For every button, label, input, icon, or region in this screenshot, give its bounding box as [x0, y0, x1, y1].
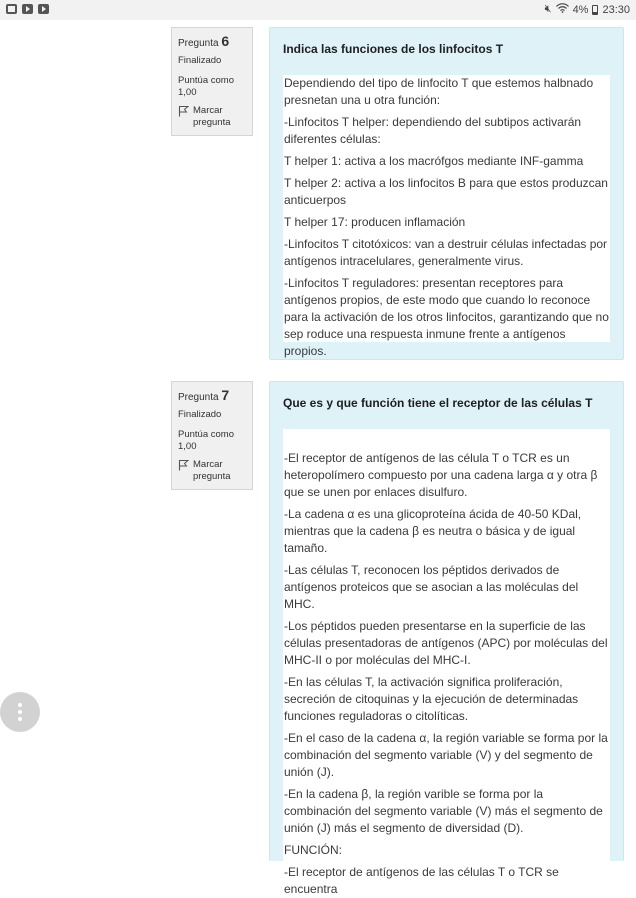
question-number: Pregunta 6 — [178, 33, 230, 49]
more-vertical-icon — [18, 703, 22, 707]
answer-paragraph: -El receptor de antígenos de las células T o TCR se encuentra — [284, 865, 559, 896]
answer-paragraph: T helper 2: activa a los linfocitos B para que estos produzcan anticuerpos — [284, 176, 608, 207]
answer-text — [283, 75, 610, 358]
question-info-7 — [171, 381, 253, 490]
answer-text — [283, 429, 610, 896]
question-score: Puntúa como 1,00 — [178, 429, 234, 452]
gallery-icon — [6, 4, 17, 14]
answer-paragraph: Dependiendo del tipo de linfocito T que estemos halbnado presnetan una u otra función: — [284, 76, 594, 107]
flag-icon — [178, 459, 189, 471]
status-bar — [0, 0, 636, 20]
flag-question-link[interactable] — [178, 105, 246, 129]
more-menu-button[interactable] — [0, 692, 40, 732]
question-state: Finalizado — [178, 55, 222, 66]
youtube-icon — [38, 4, 49, 14]
question-info-6 — [171, 27, 253, 136]
answer-paragraph: -En el caso de la cadena α, la región variable se forma por la combinación del segmento variable (V) y del segmento de unión (J). — [284, 731, 608, 779]
answer-paragraph: FUNCIÓN: — [284, 843, 342, 857]
answer-paragraph: -La cadena α es una glicoproteína ácida de 40-50 KDal, mientras que la cadena β es neutra o básica y de igual tamaño. — [284, 507, 582, 555]
mute-icon: 🔇︎ — [544, 3, 552, 15]
answer-paragraph: T helper 1: activa a los macrófgos mediante INF-gamma — [284, 154, 584, 168]
answer-paragraph: -Las células T, reconocen los péptidos derivados de antígenos proteicos que se asocian a las moléculas del MHC. — [284, 563, 579, 611]
notification-icons — [6, 4, 49, 14]
answer-paragraph: -Linfocitos T reguladores: presentan receptores para antígenos propios, de este modo que cuando lo reconoce para la activación de los otros linfocitos, garantizando que no sep roduce una respuesta inmune frente a antígenos propios. — [284, 276, 609, 358]
flag-question-label: Marcar pregunta — [193, 459, 231, 482]
answer-paragraph: -El receptor de antígenos de las célula T o TCR es un heteropolímero compuesto por una cadena larga α y otra β que se unen por enlaces disulfuro. — [284, 451, 598, 499]
flag-icon — [178, 105, 189, 117]
youtube-icon — [22, 4, 33, 14]
battery-percent: 4% — [572, 3, 589, 16]
answer-paragraph: -Los péptidos pueden presentarse en la superficie de las células presentadoras de antígenos (APC) por moléculas del MHC-II o por moléculas del MHC-I. — [284, 619, 608, 667]
answer-paragraph: -En las células T, la activación significa proliferación, secreción de citoquinas y la ejecución de determinadas funciones reguladoras o citolíticas. — [284, 675, 579, 723]
question-content-7 — [269, 381, 624, 896]
system-icons — [545, 3, 630, 16]
more-vertical-icon — [18, 710, 22, 714]
answer-paragraph: -Linfocitos T helper: dependiendo del subtipos activarán diferentes células: — [284, 115, 582, 146]
wifi-icon — [556, 3, 569, 16]
more-vertical-icon — [18, 717, 22, 721]
question-title: Indica las funciones de los linfocitos T — [283, 42, 504, 56]
flag-question-link[interactable] — [178, 459, 246, 483]
answer-paragraph: -En la cadena β, la región varible se forma por la combinación del segmento variable (V) más el segmento de unión (J) más el segmento de diversidad (D). — [284, 787, 603, 835]
answer-paragraph: T helper 17: producen inflamación — [284, 215, 466, 229]
battery-icon — [592, 5, 598, 15]
clock: 23:30 — [602, 3, 630, 16]
question-content-6 — [269, 27, 624, 360]
question-state: Finalizado — [178, 409, 222, 420]
question-title: Que es y que función tiene el receptor de las células T — [283, 396, 593, 410]
flag-question-label: Marcar pregunta — [193, 105, 231, 128]
answer-paragraph: -Linfocitos T citotóxicos: van a destruir células infectadas por antígenos intracelulares, generalmente virus. — [284, 237, 608, 268]
question-number: Pregunta 7 — [178, 387, 230, 403]
question-score: Puntúa como 1,00 — [178, 75, 234, 98]
